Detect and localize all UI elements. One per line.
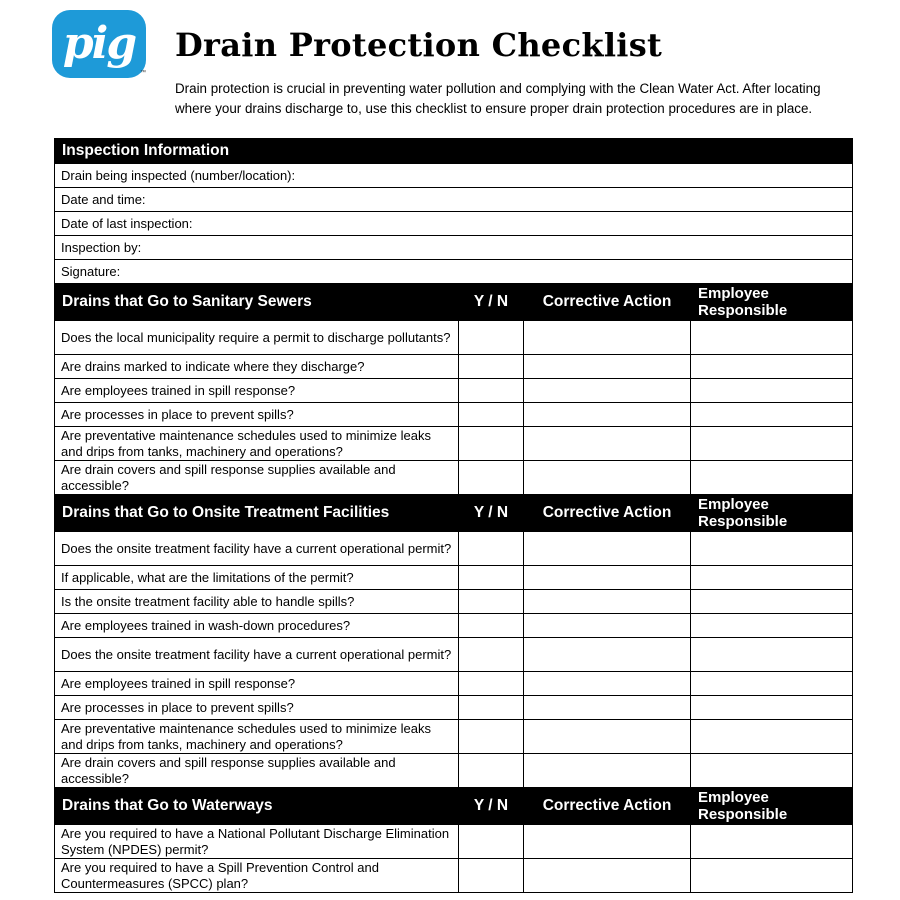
question-text: Are employees trained in wash-down procedures? bbox=[55, 614, 459, 638]
action-cell[interactable] bbox=[524, 321, 691, 355]
question-text: Is the onsite treatment facility able to handle spills? bbox=[55, 590, 459, 614]
action-cell[interactable] bbox=[524, 754, 691, 788]
employee-cell[interactable] bbox=[691, 696, 853, 720]
question-text: Does the onsite treatment facility have a current operational permit? bbox=[55, 532, 459, 566]
action-cell[interactable] bbox=[524, 638, 691, 672]
intro-text: Drain protection is crucial in preventing water pollution and complying with the Clean Water Act. After locating where your drains discharge to, use this checklist to ensure proper drain protection procedures are in place. bbox=[175, 81, 821, 116]
question-text: Are employees trained in spill response? bbox=[55, 672, 459, 696]
action-cell[interactable] bbox=[524, 720, 691, 754]
inspection-field-row bbox=[55, 188, 853, 212]
question-text: Does the onsite treatment facility have a current operational permit? bbox=[55, 638, 459, 672]
employee-cell[interactable] bbox=[691, 566, 853, 590]
yn-cell[interactable] bbox=[459, 379, 524, 403]
inspection-field-row bbox=[55, 164, 853, 188]
section-header-waterways bbox=[55, 788, 853, 825]
table-row bbox=[55, 825, 853, 859]
section-header-sanitary bbox=[55, 284, 853, 321]
employee-cell[interactable] bbox=[691, 825, 853, 859]
yn-cell[interactable] bbox=[459, 754, 524, 788]
col-action-header: Corrective Action bbox=[524, 495, 691, 532]
action-cell[interactable] bbox=[524, 825, 691, 859]
field-inspection-by[interactable]: Inspection by: bbox=[55, 236, 853, 260]
table-row bbox=[55, 696, 853, 720]
page-title: Drain Protection Checklist bbox=[175, 26, 663, 64]
yn-cell[interactable] bbox=[459, 825, 524, 859]
yn-cell[interactable] bbox=[459, 638, 524, 672]
yn-cell[interactable] bbox=[459, 720, 524, 754]
question-text: Are you required to have a Spill Prevention Control and Countermeasures (SPCC) plan? bbox=[55, 859, 459, 893]
action-cell[interactable] bbox=[524, 427, 691, 461]
yn-cell[interactable] bbox=[459, 403, 524, 427]
inspection-field-row bbox=[55, 260, 853, 284]
question-text: Are preventative maintenance schedules used to minimize leaks and drips from tanks, machinery and operations? bbox=[55, 427, 459, 461]
inspection-heading: Inspection Information bbox=[55, 139, 853, 164]
table-row bbox=[55, 461, 853, 495]
yn-cell[interactable] bbox=[459, 566, 524, 590]
yn-cell[interactable] bbox=[459, 859, 524, 893]
employee-cell[interactable] bbox=[691, 590, 853, 614]
col-action-header: Corrective Action bbox=[524, 284, 691, 321]
action-cell[interactable] bbox=[524, 566, 691, 590]
trademark-mark: ™ bbox=[140, 70, 146, 76]
yn-cell[interactable] bbox=[459, 461, 524, 495]
action-cell[interactable] bbox=[524, 403, 691, 427]
col-yn-header: Y / N bbox=[459, 284, 524, 321]
yn-cell[interactable] bbox=[459, 614, 524, 638]
question-text: Are drains marked to indicate where they discharge? bbox=[55, 355, 459, 379]
action-cell[interactable] bbox=[524, 355, 691, 379]
table-row bbox=[55, 720, 853, 754]
employee-cell[interactable] bbox=[691, 672, 853, 696]
question-text: Are processes in place to prevent spills? bbox=[55, 403, 459, 427]
col-yn-header: Y / N bbox=[459, 788, 524, 825]
table-row bbox=[55, 590, 853, 614]
action-cell[interactable] bbox=[524, 614, 691, 638]
col-employee-header: Employee Responsible bbox=[691, 284, 853, 321]
employee-cell[interactable] bbox=[691, 355, 853, 379]
yn-cell[interactable] bbox=[459, 427, 524, 461]
table-row bbox=[55, 355, 853, 379]
question-text: Are processes in place to prevent spills? bbox=[55, 696, 459, 720]
yn-cell[interactable] bbox=[459, 672, 524, 696]
question-text: If applicable, what are the limitations of the permit? bbox=[55, 566, 459, 590]
employee-cell[interactable] bbox=[691, 427, 853, 461]
inspection-field-row bbox=[55, 212, 853, 236]
section-heading: Drains that Go to Waterways bbox=[55, 788, 459, 825]
action-cell[interactable] bbox=[524, 590, 691, 614]
employee-cell[interactable] bbox=[691, 720, 853, 754]
table-row bbox=[55, 532, 853, 566]
employee-cell[interactable] bbox=[691, 859, 853, 893]
question-text: Are you required to have a National Pollutant Discharge Elimination System (NPDES) permit? bbox=[55, 825, 459, 859]
employee-cell[interactable] bbox=[691, 638, 853, 672]
col-employee-header: Employee Responsible bbox=[691, 788, 853, 825]
question-text: Does the local municipality require a permit to discharge pollutants? bbox=[55, 321, 459, 355]
table-row bbox=[55, 754, 853, 788]
yn-cell[interactable] bbox=[459, 321, 524, 355]
table-row bbox=[55, 379, 853, 403]
action-cell[interactable] bbox=[524, 532, 691, 566]
col-action-header: Corrective Action bbox=[524, 788, 691, 825]
field-date-time[interactable]: Date and time: bbox=[55, 188, 853, 212]
inspection-header bbox=[55, 139, 853, 164]
field-signature[interactable]: Signature: bbox=[55, 260, 853, 284]
checklist-table bbox=[54, 138, 853, 893]
question-text: Are drain covers and spill response supplies available and accessible? bbox=[55, 754, 459, 788]
table-row bbox=[55, 672, 853, 696]
employee-cell[interactable] bbox=[691, 614, 853, 638]
section-header-onsite bbox=[55, 495, 853, 532]
field-last-inspection[interactable]: Date of last inspection: bbox=[55, 212, 853, 236]
table-row bbox=[55, 638, 853, 672]
action-cell[interactable] bbox=[524, 461, 691, 495]
yn-cell[interactable] bbox=[459, 532, 524, 566]
action-cell[interactable] bbox=[524, 859, 691, 893]
employee-cell[interactable] bbox=[691, 379, 853, 403]
question-text: Are preventative maintenance schedules used to minimize leaks and drips from tanks, machinery and operations? bbox=[55, 720, 459, 754]
col-yn-header: Y / N bbox=[459, 495, 524, 532]
pig-logo bbox=[52, 10, 146, 78]
action-cell[interactable] bbox=[524, 696, 691, 720]
section-heading: Drains that Go to Sanitary Sewers bbox=[55, 284, 459, 321]
action-cell[interactable] bbox=[524, 672, 691, 696]
inspection-field-row bbox=[55, 236, 853, 260]
action-cell[interactable] bbox=[524, 379, 691, 403]
col-employee-header: Employee Responsible bbox=[691, 495, 853, 532]
yn-cell[interactable] bbox=[459, 696, 524, 720]
table-row bbox=[55, 427, 853, 461]
question-text: Are drain covers and spill response supplies available and accessible? bbox=[55, 461, 459, 495]
yn-cell[interactable] bbox=[459, 355, 524, 379]
question-text: Are employees trained in spill response? bbox=[55, 379, 459, 403]
table-row bbox=[55, 321, 853, 355]
employee-cell[interactable] bbox=[691, 321, 853, 355]
yn-cell[interactable] bbox=[459, 590, 524, 614]
table-row bbox=[55, 566, 853, 590]
section-heading: Drains that Go to Onsite Treatment Facilities bbox=[55, 495, 459, 532]
field-drain-inspected[interactable]: Drain being inspected (number/location): bbox=[55, 164, 853, 188]
table-row bbox=[55, 614, 853, 638]
logo-text: pig bbox=[62, 18, 136, 69]
table-row bbox=[55, 859, 853, 893]
employee-cell[interactable] bbox=[691, 403, 853, 427]
employee-cell[interactable] bbox=[691, 461, 853, 495]
table-row bbox=[55, 403, 853, 427]
employee-cell[interactable] bbox=[691, 754, 853, 788]
employee-cell[interactable] bbox=[691, 532, 853, 566]
